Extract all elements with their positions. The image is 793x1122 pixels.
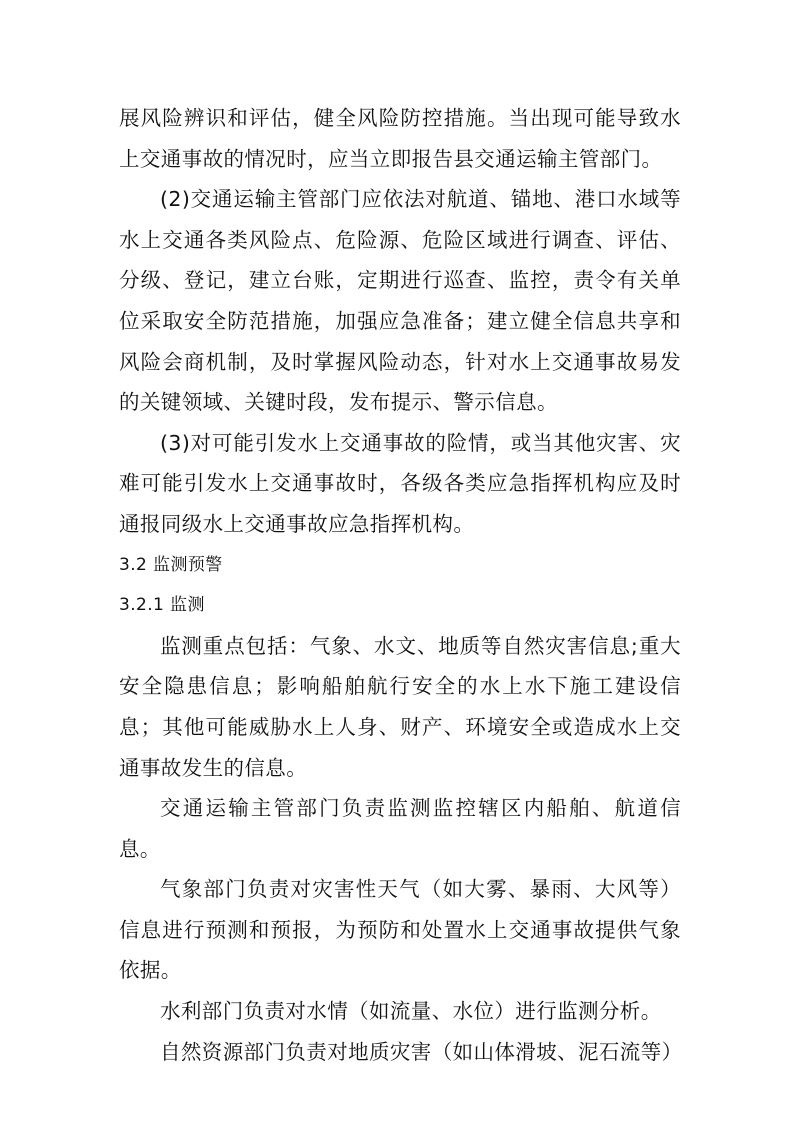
- paragraph-monitoring-focus: 监测重点包括：气象、水文、地质等自然灾害信息;重大安全隐患信息；影响船舶航行安全的水上水下施工建设信息；其他可能威胁水上人身、财产、环境安全或造成水上交通事故发生的信息。: [119, 633, 681, 780]
- section-heading-3-2: 3.2 监测预警: [119, 554, 223, 575]
- subsection-heading-3-2-1: 3.2.1 监测: [119, 595, 205, 616]
- paragraph-transport-dept: 交通运输主管部门负责监测监控辖区内船舶、航道信息。: [119, 796, 681, 861]
- paragraph-water-dept: 水利部门负责对水情（如流量、水位）进行监测分析。: [160, 999, 662, 1024]
- paragraph-meteorology-dept: 气象部门负责对灾害性天气（如大雾、暴雨、大风等）信息进行预测和预报，为预防和处置水上交通事故提供气象依据。: [119, 877, 681, 983]
- paragraph-item-3: (3)对可能引发水上交通事故的险情，或当其他灾害、灾难可能引发水上交通事故时，各级各类应急指挥机构应及时通报同级水上交通事故应急指挥机构。: [119, 430, 681, 536]
- paragraph-natural-resources-dept: 自然资源部门负责对地质灾害（如山体滑坡、泥石流等）: [160, 1039, 683, 1064]
- paragraph-risk-report: 展风险辨识和评估，健全风险防控措施。当出现可能导致水上交通事故的情况时，应当立即报告县交通运输主管部门。: [119, 106, 681, 171]
- document-body: [119, 98, 681, 1072]
- paragraph-item-2: (2)交通运输主管部门应依法对航道、锚地、港口水域等水上交通各类风险点、危险源、危险区域进行调查、评估、分级、登记，建立台账，定期进行巡查、监控，责令有关单位采取安全防范措施，加强应急准备；建立健全信息共享和风险会商机制，及时掌握风险动态，针对水上交通事故易发的关键领域、关键时段，发布提示、警示信息。: [119, 187, 681, 415]
